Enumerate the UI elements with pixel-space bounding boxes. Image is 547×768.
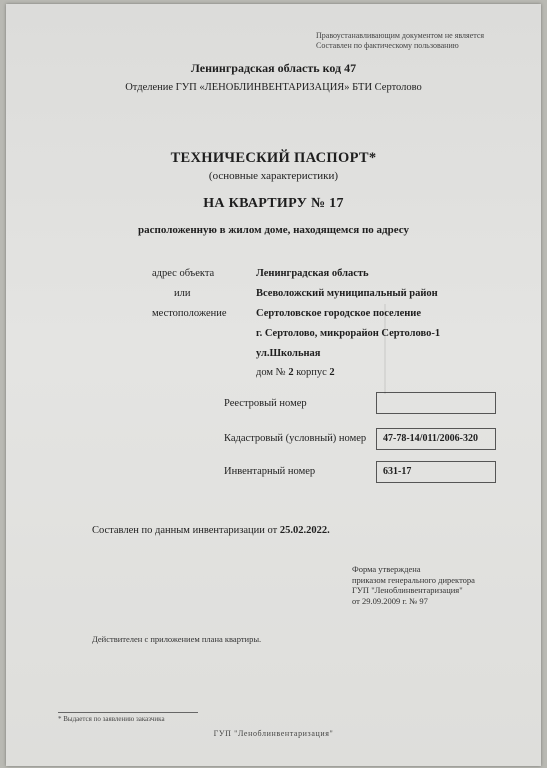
address-line-3: Сертоловское городское поселение xyxy=(256,308,422,319)
house-number: 2 xyxy=(288,367,294,378)
paper-fold-shadow xyxy=(384,304,386,394)
compiled-date: 25.02.2022. xyxy=(279,525,330,536)
form-note-line1: Форма утверждена xyxy=(352,564,421,574)
address-line-6 xyxy=(256,367,335,378)
building-number: 2 xyxy=(329,367,335,378)
registry-number-box xyxy=(376,392,496,414)
cadastral-number-box: 47-78-14/011/2006-320 xyxy=(376,428,496,450)
compiled-prefix: Составлен по данным инвентаризации от xyxy=(92,525,280,536)
house-prefix: дом № xyxy=(256,367,289,378)
address-label-1: адрес объекта xyxy=(152,268,215,279)
address-line-5: ул.Школьная xyxy=(256,348,321,359)
registry-label: Реестровый номер xyxy=(224,398,307,409)
region-header: Ленинградская область код 47 xyxy=(190,61,357,75)
form-note-line3: ГУП "Леноблинвентаризация" xyxy=(352,585,463,595)
form-note-line4: от 29.09.2009 г. № 97 xyxy=(352,595,428,606)
building-prefix: корпус xyxy=(293,367,330,378)
address-label-2: или xyxy=(174,288,191,299)
document-title: ТЕХНИЧЕСКИЙ ПАСПОРТ* xyxy=(170,150,377,166)
form-note-line2: приказом генерального директора xyxy=(352,574,475,585)
top-note-line2: Составлен по фактическому пользованию xyxy=(316,41,459,50)
cadastral-label: Кадастровый (условный) номер xyxy=(224,433,367,444)
address-line-1: Ленинградская область xyxy=(256,268,369,279)
top-note-line1: Правоустанавливающим документом не является xyxy=(316,31,485,40)
located-caption: расположенную в жилом доме, находящемся по адресу xyxy=(138,224,409,236)
page-footer: ГУП "Леноблинвентаризация" xyxy=(213,729,334,738)
top-right-note xyxy=(316,31,484,51)
inventory-number-box: 631-17 xyxy=(376,461,496,483)
footnote: * Выдается по заявлению заказчика xyxy=(58,715,165,723)
address-line-4: г. Сертолово, микрорайон Сертолово-1 xyxy=(256,328,441,339)
compiled-date-line xyxy=(92,525,330,536)
address-label-3: местоположение xyxy=(152,308,227,319)
department-header: Отделение ГУП «ЛЕНОБЛИНВЕНТАРИЗАЦИЯ» БТИ Сертолово xyxy=(125,82,422,93)
inventory-label: Инвентарный номер xyxy=(224,466,316,477)
document-subtitle: (основные характеристики) xyxy=(208,170,339,182)
address-line-2: Всеволожский муниципальный район xyxy=(256,288,438,299)
validity-note: Действителен с приложением плана квартиры. xyxy=(92,634,262,644)
form-approval-note xyxy=(352,564,475,606)
apartment-title: НА КВАРТИРУ № 17 xyxy=(203,196,344,211)
document-page xyxy=(6,4,541,766)
footnote-divider xyxy=(58,712,198,713)
